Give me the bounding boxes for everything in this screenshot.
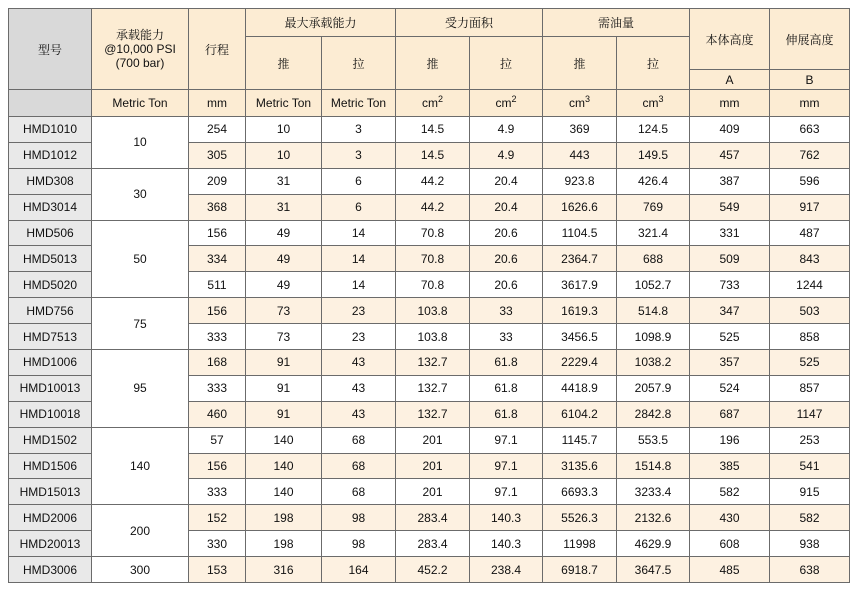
header-col-a: A: [690, 70, 770, 90]
cell-area-pull: 20.6: [470, 246, 543, 272]
cell-oil-push: 11998: [543, 531, 617, 557]
unit-max-pull: Metric Ton: [322, 90, 396, 117]
cell-max-push: 91: [246, 375, 322, 401]
cell-max-pull: 3: [322, 142, 396, 168]
cell-max-pull: 14: [322, 220, 396, 246]
cell-height-a: 687: [690, 401, 770, 427]
cell-max-push: 73: [246, 298, 322, 324]
cell-height-b: 582: [770, 505, 850, 531]
cell-max-push: 31: [246, 194, 322, 220]
cell-height-b: 638: [770, 557, 850, 583]
cell-oil-pull: 553.5: [617, 427, 690, 453]
header-max-push: 推: [246, 37, 322, 90]
cell-area-pull: 33: [470, 324, 543, 350]
unit-model-blank: [9, 90, 92, 117]
cell-stroke: 333: [189, 324, 246, 350]
cell-model: HMD1012: [9, 142, 92, 168]
cell-max-push: 73: [246, 324, 322, 350]
cell-oil-push: 2364.7: [543, 246, 617, 272]
cell-max-push: 31: [246, 168, 322, 194]
cell-area-push: 14.5: [396, 142, 470, 168]
header-model: 型号: [9, 9, 92, 90]
unit-height-a: mm: [690, 90, 770, 117]
cell-oil-push: 369: [543, 117, 617, 143]
table-row: [9, 505, 850, 531]
cell-stroke: 156: [189, 298, 246, 324]
cell-max-pull: 68: [322, 427, 396, 453]
cell-oil-push: 3135.6: [543, 453, 617, 479]
cell-area-push: 201: [396, 427, 470, 453]
header-oil-push: 推: [543, 37, 617, 90]
cell-max-push: 10: [246, 142, 322, 168]
cell-area-pull: 61.8: [470, 350, 543, 376]
cell-oil-pull: 3647.5: [617, 557, 690, 583]
unit-capacity: Metric Ton: [92, 90, 189, 117]
header-col-b: B: [770, 70, 850, 90]
header-oil: 需油量: [543, 9, 690, 37]
cell-max-push: 91: [246, 401, 322, 427]
cell-area-push: 70.8: [396, 246, 470, 272]
cell-height-b: 525: [770, 350, 850, 376]
header-area-push: 推: [396, 37, 470, 90]
table-row: [9, 298, 850, 324]
cell-height-a: 733: [690, 272, 770, 298]
cell-height-a: 457: [690, 142, 770, 168]
cell-height-a: 196: [690, 427, 770, 453]
cell-area-pull: 61.8: [470, 401, 543, 427]
cell-model: HMD2006: [9, 505, 92, 531]
cell-oil-push: 1104.5: [543, 220, 617, 246]
cell-height-b: 917: [770, 194, 850, 220]
unit-area-push-base: cm: [421, 96, 438, 110]
cell-oil-pull: 4629.9: [617, 531, 690, 557]
cell-max-pull: 43: [322, 401, 396, 427]
cell-height-b: 762: [770, 142, 850, 168]
unit-oil-pull: [617, 90, 690, 117]
header-capacity-line3: (700 bar): [115, 56, 165, 70]
cell-stroke: 156: [189, 453, 246, 479]
cell-model: HMD756: [9, 298, 92, 324]
cell-area-push: 103.8: [396, 324, 470, 350]
cell-height-b: 503: [770, 298, 850, 324]
cell-area-pull: 97.1: [470, 453, 543, 479]
cell-capacity: 95: [92, 350, 189, 428]
cell-max-pull: 43: [322, 375, 396, 401]
cell-model: HMD5020: [9, 272, 92, 298]
cell-height-b: 541: [770, 453, 850, 479]
cell-area-pull: 4.9: [470, 142, 543, 168]
table-row: [9, 220, 850, 246]
cell-oil-push: 6104.2: [543, 401, 617, 427]
header-body-height: 本体高度: [690, 9, 770, 70]
cell-stroke: 305: [189, 142, 246, 168]
cell-area-pull: 33: [470, 298, 543, 324]
cell-oil-pull: 1514.8: [617, 453, 690, 479]
header-area-pull: 拉: [470, 37, 543, 90]
cell-model: HMD308: [9, 168, 92, 194]
cell-area-push: 201: [396, 479, 470, 505]
cell-oil-push: 5526.3: [543, 505, 617, 531]
cell-model: HMD3014: [9, 194, 92, 220]
cell-height-b: 938: [770, 531, 850, 557]
cell-max-pull: 23: [322, 298, 396, 324]
cell-max-pull: 3: [322, 117, 396, 143]
cell-area-pull: 97.1: [470, 479, 543, 505]
table-row: [9, 557, 850, 583]
cell-model: HMD20013: [9, 531, 92, 557]
cell-oil-push: 6693.3: [543, 479, 617, 505]
unit-stroke: mm: [189, 90, 246, 117]
cell-model: HMD1502: [9, 427, 92, 453]
cell-area-pull: 4.9: [470, 117, 543, 143]
cell-max-pull: 6: [322, 168, 396, 194]
header-capacity-line1: 承载能力: [115, 28, 164, 42]
cell-area-pull: 20.4: [470, 194, 543, 220]
spec-table: [8, 8, 850, 583]
cell-oil-pull: 769: [617, 194, 690, 220]
cell-max-pull: 68: [322, 453, 396, 479]
cell-height-b: 596: [770, 168, 850, 194]
cell-stroke: 368: [189, 194, 246, 220]
cell-capacity: 30: [92, 168, 189, 220]
cell-max-pull: 23: [322, 324, 396, 350]
cell-height-b: 843: [770, 246, 850, 272]
cell-max-pull: 14: [322, 246, 396, 272]
header-max-pull: 拉: [322, 37, 396, 90]
cell-max-push: 140: [246, 427, 322, 453]
unit-area-pull: [470, 90, 543, 117]
cell-model: HMD7513: [9, 324, 92, 350]
cell-max-push: 91: [246, 350, 322, 376]
cell-height-b: 915: [770, 479, 850, 505]
header-ext-height: 伸展高度: [770, 9, 850, 70]
unit-area-pull-base: cm: [495, 96, 512, 110]
cell-oil-push: 443: [543, 142, 617, 168]
cell-area-pull: 140.3: [470, 505, 543, 531]
cell-height-b: 857: [770, 375, 850, 401]
cell-area-push: 132.7: [396, 350, 470, 376]
cell-max-pull: 68: [322, 479, 396, 505]
cell-model: HMD1010: [9, 117, 92, 143]
cell-model: HMD5013: [9, 246, 92, 272]
cell-oil-pull: 426.4: [617, 168, 690, 194]
cell-height-b: 663: [770, 117, 850, 143]
cell-height-a: 385: [690, 453, 770, 479]
cell-height-a: 524: [690, 375, 770, 401]
cell-height-a: 485: [690, 557, 770, 583]
cell-capacity: 75: [92, 298, 189, 350]
cell-height-a: 509: [690, 246, 770, 272]
cell-area-push: 132.7: [396, 375, 470, 401]
cell-model: HMD10013: [9, 375, 92, 401]
cell-max-push: 49: [246, 246, 322, 272]
cell-oil-pull: 3233.4: [617, 479, 690, 505]
cell-height-a: 549: [690, 194, 770, 220]
cell-max-push: 140: [246, 479, 322, 505]
cell-max-pull: 98: [322, 531, 396, 557]
cell-oil-pull: 514.8: [617, 298, 690, 324]
cell-height-b: 487: [770, 220, 850, 246]
cell-area-push: 70.8: [396, 220, 470, 246]
cell-oil-pull: 124.5: [617, 117, 690, 143]
cell-area-push: 283.4: [396, 531, 470, 557]
cell-area-pull: 20.6: [470, 220, 543, 246]
cell-oil-push: 1626.6: [543, 194, 617, 220]
cell-area-pull: 20.6: [470, 272, 543, 298]
cell-max-push: 198: [246, 505, 322, 531]
unit-max-push: Metric Ton: [246, 90, 322, 117]
cell-height-a: 582: [690, 479, 770, 505]
header-capacity: [92, 9, 189, 90]
table-body: [9, 117, 850, 583]
spec-table-container: [8, 8, 850, 583]
cell-area-push: 201: [396, 453, 470, 479]
unit-height-b: mm: [770, 90, 850, 117]
cell-oil-pull: 2057.9: [617, 375, 690, 401]
header-capacity-line2: @10,000 PSI: [104, 42, 176, 56]
cell-oil-pull: 321.4: [617, 220, 690, 246]
cell-model: HMD10018: [9, 401, 92, 427]
cell-max-pull: 14: [322, 272, 396, 298]
cell-area-push: 103.8: [396, 298, 470, 324]
cell-oil-push: 4418.9: [543, 375, 617, 401]
cell-capacity: 140: [92, 427, 189, 505]
cell-model: HMD1006: [9, 350, 92, 376]
cell-area-push: 70.8: [396, 272, 470, 298]
cell-model: HMD3006: [9, 557, 92, 583]
cell-stroke: 333: [189, 479, 246, 505]
cell-max-push: 49: [246, 220, 322, 246]
cell-max-push: 198: [246, 531, 322, 557]
cell-model: HMD1506: [9, 453, 92, 479]
cell-area-pull: 61.8: [470, 375, 543, 401]
cell-capacity: 50: [92, 220, 189, 298]
unit-oil-push-exp: 3: [584, 94, 590, 104]
cell-max-pull: 164: [322, 557, 396, 583]
table-row: [9, 168, 850, 194]
cell-area-push: 44.2: [396, 194, 470, 220]
cell-oil-pull: 1038.2: [617, 350, 690, 376]
cell-oil-pull: 1098.9: [617, 324, 690, 350]
cell-height-a: 525: [690, 324, 770, 350]
cell-height-a: 387: [690, 168, 770, 194]
table-row: [9, 117, 850, 143]
cell-oil-push: 1145.7: [543, 427, 617, 453]
cell-capacity: 300: [92, 557, 189, 583]
unit-area-push-exp: 2: [437, 94, 443, 104]
header-area: 受力面积: [396, 9, 543, 37]
cell-stroke: 153: [189, 557, 246, 583]
cell-model: HMD506: [9, 220, 92, 246]
table-row: [9, 427, 850, 453]
unit-oil-pull-exp: 3: [658, 94, 664, 104]
cell-stroke: 254: [189, 117, 246, 143]
cell-oil-pull: 2132.6: [617, 505, 690, 531]
unit-oil-pull-base: cm: [642, 96, 659, 110]
header-oil-pull: 拉: [617, 37, 690, 90]
cell-capacity: 200: [92, 505, 189, 557]
cell-oil-pull: 1052.7: [617, 272, 690, 298]
cell-stroke: 156: [189, 220, 246, 246]
cell-height-a: 409: [690, 117, 770, 143]
cell-height-b: 858: [770, 324, 850, 350]
cell-area-pull: 20.4: [470, 168, 543, 194]
cell-stroke: 511: [189, 272, 246, 298]
cell-max-push: 10: [246, 117, 322, 143]
cell-height-a: 347: [690, 298, 770, 324]
cell-oil-push: 2229.4: [543, 350, 617, 376]
cell-height-b: 253: [770, 427, 850, 453]
cell-stroke: 57: [189, 427, 246, 453]
cell-capacity: 10: [92, 117, 189, 169]
cell-area-pull: 140.3: [470, 531, 543, 557]
cell-max-push: 49: [246, 272, 322, 298]
table-row: [9, 350, 850, 376]
cell-max-pull: 98: [322, 505, 396, 531]
cell-oil-push: 3456.5: [543, 324, 617, 350]
cell-max-push: 140: [246, 453, 322, 479]
cell-stroke: 460: [189, 401, 246, 427]
cell-oil-push: 1619.3: [543, 298, 617, 324]
cell-max-pull: 6: [322, 194, 396, 220]
cell-stroke: 330: [189, 531, 246, 557]
cell-area-push: 44.2: [396, 168, 470, 194]
cell-oil-push: 923.8: [543, 168, 617, 194]
cell-height-a: 430: [690, 505, 770, 531]
cell-model: HMD15013: [9, 479, 92, 505]
cell-height-b: 1244: [770, 272, 850, 298]
unit-area-pull-exp: 2: [511, 94, 517, 104]
cell-oil-pull: 149.5: [617, 142, 690, 168]
cell-area-push: 452.2: [396, 557, 470, 583]
unit-area-push: [396, 90, 470, 117]
cell-stroke: 333: [189, 375, 246, 401]
unit-oil-push: [543, 90, 617, 117]
cell-oil-push: 6918.7: [543, 557, 617, 583]
cell-area-push: 14.5: [396, 117, 470, 143]
cell-oil-push: 3617.9: [543, 272, 617, 298]
cell-height-a: 608: [690, 531, 770, 557]
cell-height-a: 357: [690, 350, 770, 376]
cell-stroke: 168: [189, 350, 246, 376]
cell-max-push: 316: [246, 557, 322, 583]
cell-oil-pull: 688: [617, 246, 690, 272]
unit-oil-push-base: cm: [568, 96, 585, 110]
cell-max-pull: 43: [322, 350, 396, 376]
cell-height-b: 1147: [770, 401, 850, 427]
cell-stroke: 209: [189, 168, 246, 194]
cell-stroke: 152: [189, 505, 246, 531]
cell-area-pull: 238.4: [470, 557, 543, 583]
cell-area-push: 283.4: [396, 505, 470, 531]
cell-stroke: 334: [189, 246, 246, 272]
cell-area-pull: 97.1: [470, 427, 543, 453]
header-stroke: 行程: [189, 9, 246, 90]
cell-height-a: 331: [690, 220, 770, 246]
cell-area-push: 132.7: [396, 401, 470, 427]
header-max-capacity: 最大承载能力: [246, 9, 396, 37]
cell-oil-pull: 2842.8: [617, 401, 690, 427]
